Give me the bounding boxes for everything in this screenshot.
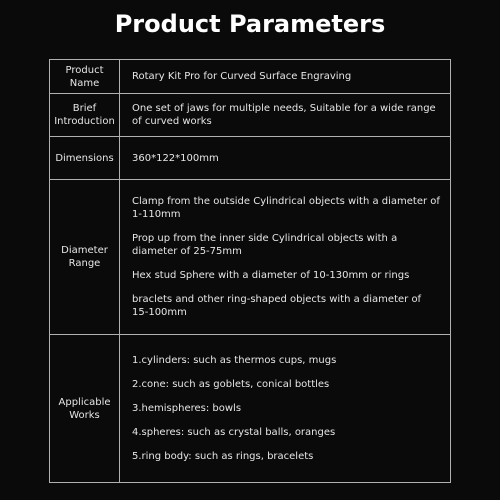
work-list-item: 3.hemispheres: bowls [132, 403, 242, 414]
row-value [120, 335, 451, 483]
diameter-paragraph: braclets and other ring-shaped objects with a diameter of 15-100mm [132, 294, 422, 318]
page-title: Product Parameters [114, 10, 386, 38]
row-label: Brief Introduction [50, 94, 120, 137]
work-list-item: 1.cylinders: such as thermos cups, mugs [132, 355, 337, 366]
row-value: Rotary Kit Pro for Curved Surface Engraving [120, 60, 451, 94]
table-row-applicable-works [50, 335, 451, 483]
row-value: 360*122*100mm [120, 137, 451, 180]
work-list-item: 2.cone: such as goblets, conical bottles [132, 379, 330, 390]
diameter-paragraph: Clamp from the outside Cylindrical objects with a diameter of 1-110mm [132, 196, 440, 220]
table-row-brief-introduction [50, 94, 451, 137]
row-label: Dimensions [50, 137, 120, 180]
work-list-item: 5.ring body: such as rings, bracelets [132, 451, 314, 462]
table-row-diameter-range [50, 180, 451, 335]
diameter-paragraph: Prop up from the inner side Cylindrical objects with a diameter of 25-75mm [132, 233, 398, 257]
row-label: Diameter Range [50, 180, 120, 335]
parameters-table [49, 59, 451, 483]
row-label: Product Name [50, 60, 120, 94]
table-row-product-name [50, 60, 451, 94]
row-value [120, 180, 451, 335]
diameter-paragraph: Hex stud Sphere with a diameter of 10-130mm or rings [132, 270, 410, 281]
work-list-item: 4.spheres: such as crystal balls, oranges [132, 427, 336, 438]
table-row-dimensions [50, 137, 451, 180]
row-label: Applicable Works [50, 335, 120, 483]
row-value: One set of jaws for multiple needs, Suitable for a wide range of curved works [120, 94, 451, 137]
